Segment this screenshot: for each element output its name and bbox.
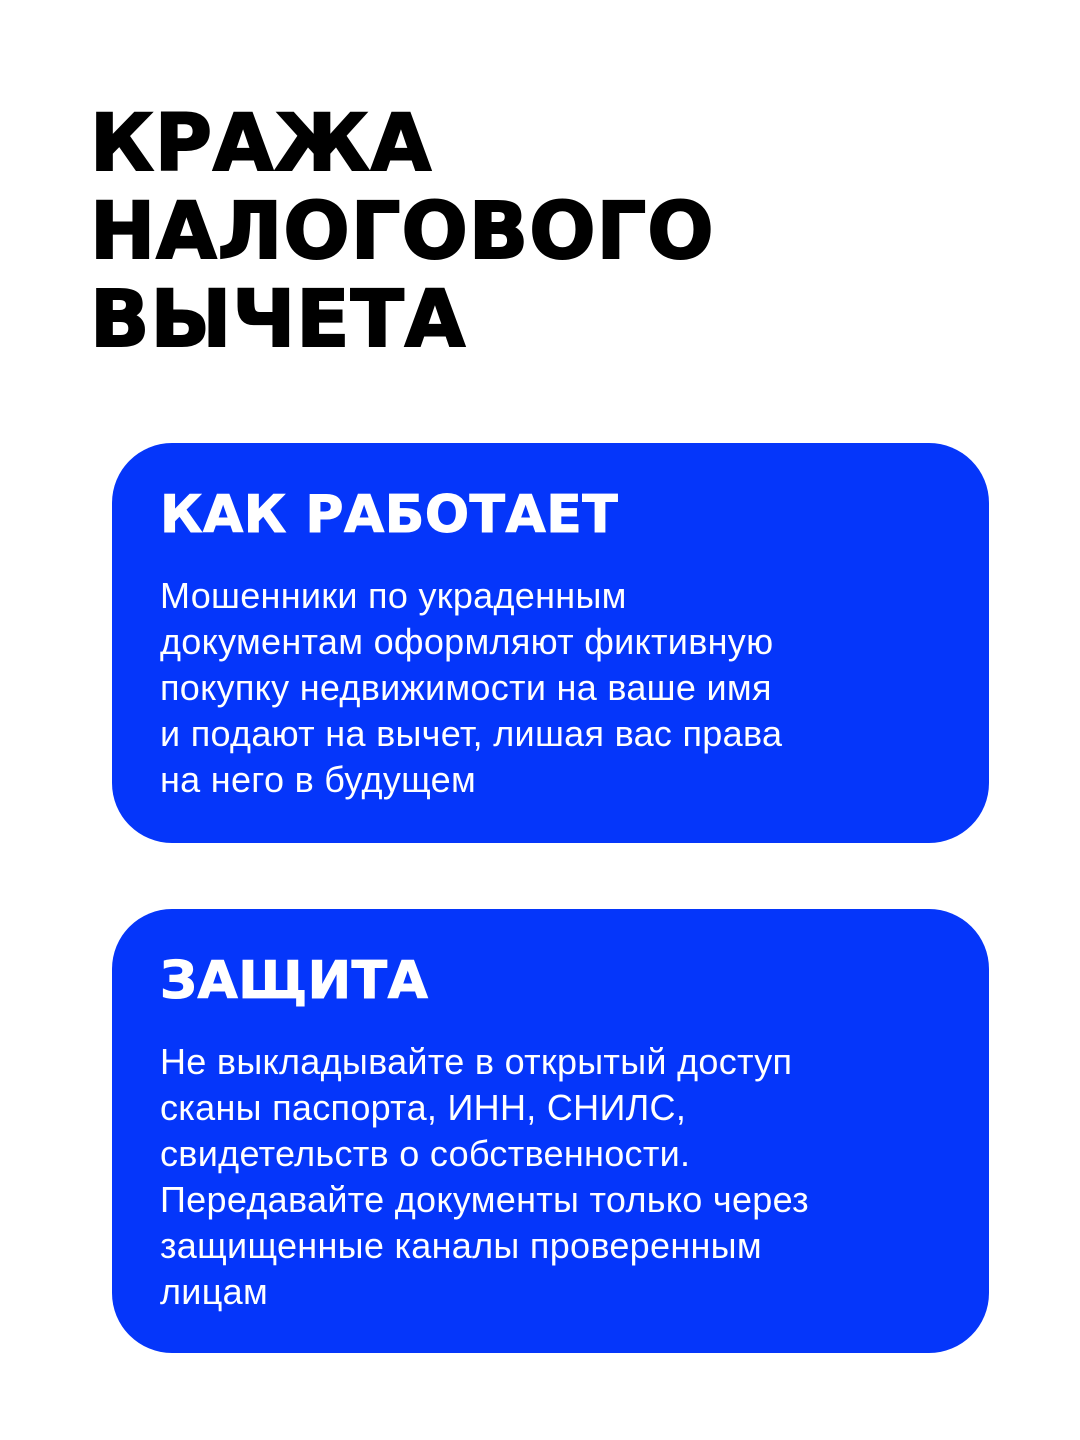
protection-heading: ЗАЩИТА <box>160 951 429 1011</box>
protection-card <box>112 909 989 1353</box>
how-it-works-card <box>112 443 989 843</box>
page-title: КРАЖА НАЛОГОВОГО ВЫЧЕТА <box>90 99 715 365</box>
how-it-works-heading: КАК РАБОТАЕТ <box>160 485 619 545</box>
protection-text: Не выкладывайте в открытый доступ сканы паспорта, ИНН, СНИЛС, свидетельств о собственности. Передавайте документы только через защищенные каналы проверенным лицам <box>160 1041 809 1312</box>
how-it-works-text: Мошенники по украденным документам оформляют фиктивную покупку недвижимости на ваше имя и подают на вычет, лишая вас права на него в будущем <box>160 575 783 800</box>
